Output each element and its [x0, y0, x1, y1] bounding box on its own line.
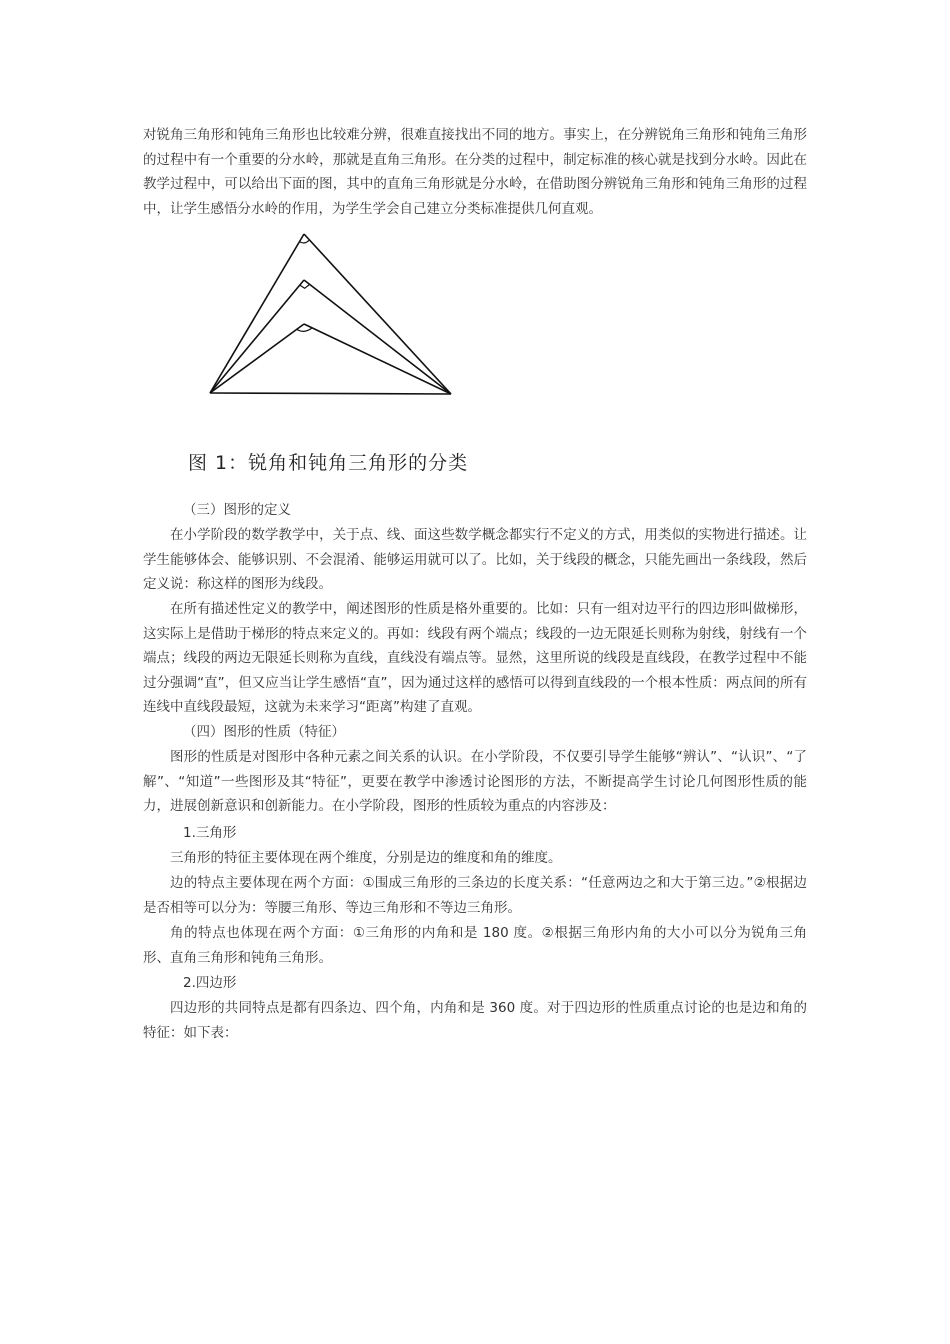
section3-heading: （三）图形的定义 [183, 502, 291, 518]
triangle-subheading: 1.三角形 [183, 825, 237, 841]
triangle-paragraph-2: 边的特点主要体现在两个方面：①围成三角形的三条边的长度关系：“任意两边之和大于第三边。”②根据边是否相等可以分为：等腰三角形、等边三角形和不等边三角形。 [143, 875, 807, 916]
acute-triangle-right-side [304, 234, 451, 394]
right-angle-marker [300, 284, 310, 288]
shared-base-line [210, 393, 451, 394]
section3-paragraph-1: 在小学阶段的数学教学中，关于点、线、面这些数学概念都实行不定义的方式，用类似的实物进行描述。让学生能够体会、能够识别、不会混淆、能够运用就可以了。比如，关于线段的概念，只能先画出一条线段，然后定义说：称这样的图形为线段。 [143, 527, 807, 592]
triangle-paragraph-1: 三角形的特征主要体现在两个维度，分别是边的维度和角的维度。 [170, 850, 562, 866]
section4-paragraph-1: 图形的性质是对图形中各种元素之间关系的认识。在小学阶段，不仅要引导学生能够“辨认”、“认识”、“了解”、“知道”一些图形及其“特征”，更要在教学中渗透讨论图形的方法，不断提高学生讨论几何图形性质的能力，进展创新意识和创新能力。在小学阶段，图形的性质较为重点的内容涉及： [143, 749, 807, 814]
right-triangle-right-side [304, 280, 451, 394]
acute-triangle-left-side [210, 234, 304, 393]
obtuse-triangle-left-side [210, 324, 304, 393]
intro-paragraph: 对锐角三角形和钝角三角形也比较难分辨，很难直接找出不同的地方。事实上，在分辨锐角三角形和钝角三角形的过程中有一个重要的分水岭，那就是直角三角形。在分类的过程中，制定标准的核心就是找到分水岭。因此在教学过程中，可以给出下面的图，其中的直角三角形就是分水岭，在借助图分辨锐角三角形和钝角三角形的过程中，让学生感悟分水岭的作用，为学生学会自己建立分类标准提供几何直观。 [143, 127, 807, 217]
triangle-classification-figure [200, 228, 460, 403]
quadrilateral-subheading: 2.四边形 [183, 975, 237, 991]
right-triangle-left-side [210, 280, 304, 393]
obtuse-triangle-right-side [304, 324, 451, 394]
section4-heading: （四）图形的性质（特征） [183, 724, 345, 740]
triangle-paragraph-3: 角的特点也体现在两个方面：①三角形的内角和是 180 度。②根据三角形内角的大小可以分为锐角三角形、直角三角形和钝角三角形。 [143, 925, 807, 966]
figure-caption: 图 1：锐角和钝角三角形的分类 [188, 452, 469, 474]
quadrilateral-paragraph-1: 四边形的共同特点是都有四条边、四个角，内角和是 360 度。对于四边形的性质重点讨论的也是边和角的特征：如下表： [143, 1000, 807, 1041]
section3-paragraph-2: 在所有描述性定义的教学中，阐述图形的性质是格外重要的。比如：只有一组对边平行的四边形叫做梯形，这实际上是借助于梯形的特点来定义的。再如：线段有两个端点；线段的一边无限延长则称为射线，射线有一个端点；线段的两边无限延长则称为直线，直线没有端点等。显然，这里所说的线段是直线段，在教学过程中不能过分强调“直”，但又应当让学生感悟“直”，因为通过这样的感悟可以得到直线段的一个根本性质：两点间的所有连线中直线段最短，这就为未来学习“距离”构建了直观。 [143, 601, 807, 715]
